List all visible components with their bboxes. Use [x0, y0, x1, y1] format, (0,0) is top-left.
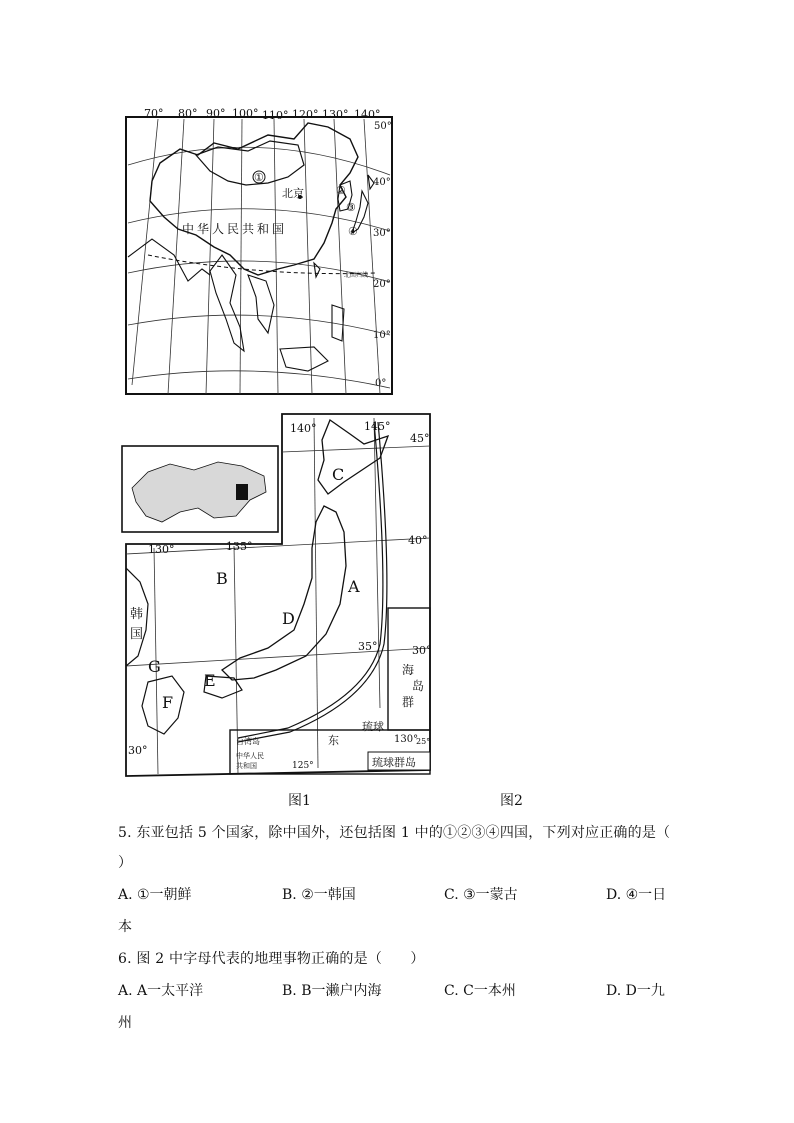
fig2-inset-lat-25: 25°	[416, 737, 431, 746]
fig2-lon-140: 140°	[290, 422, 317, 435]
question-6-option-a[interactable]: A. A一太平洋	[118, 983, 204, 999]
question-5-stem-cont: ）	[118, 855, 133, 871]
fig1-lat-label: 10°	[373, 330, 391, 341]
question-6-option-d-overflow: 州	[118, 1015, 132, 1031]
fig2-lon-130: 130°	[148, 543, 175, 556]
fig2-lat-35: 35°	[358, 640, 378, 653]
fig2-ryukyu-label: 琉球	[362, 720, 384, 733]
fig2-lon-145: 145°	[364, 420, 391, 433]
question-5-option-d-overflow: 本	[118, 919, 132, 935]
fig1-lon-label: 130°	[322, 108, 349, 121]
fig2-inset-east-label: 东	[328, 734, 339, 747]
fig1-lat-label: 50°	[374, 121, 392, 132]
fig2-inset-prc-label-2: 共和国	[236, 762, 257, 770]
fig2-ryukyu-islands-label: 琉球群岛	[372, 756, 416, 769]
fig1-marker-4-label: ④	[348, 225, 358, 238]
fig1-tropic-label: 北回归线	[344, 272, 369, 279]
fig2-letter-f: F	[162, 693, 174, 712]
fig2-letter-b: B	[216, 569, 228, 588]
fig1-marker-3-label: ③	[346, 201, 356, 214]
fig2-trench-line-2	[238, 422, 387, 742]
fig1-country-label: 中华人民共和国	[182, 222, 288, 236]
fig1-lon-label: 120°	[292, 108, 319, 121]
fig2-letter-e: E	[204, 671, 216, 690]
figure1-caption: 图1	[288, 793, 311, 809]
fig2-inset-prc-label: 中华人民	[236, 752, 264, 760]
fig2-letter-c: C	[332, 465, 345, 484]
fig2-letter-d: D	[282, 609, 295, 628]
fig1-lon-label: 80°	[178, 107, 198, 120]
question-5-option-d[interactable]: D. ④一日	[606, 887, 667, 903]
question-6-stem: 6. 图 2 中字母代表的地理事物正确的是（ ）	[118, 951, 425, 967]
fig1-lat-label: 20°	[373, 279, 391, 290]
fig1-china-outline	[150, 123, 358, 275]
fig1-india-outline	[128, 239, 210, 281]
figure2-caption: 图2	[500, 793, 523, 809]
figure1-map	[118, 105, 403, 400]
fig1-marker-2-label: ②	[336, 184, 346, 197]
fig2-islands-char: 群	[402, 695, 415, 709]
fig1-marker-1-label: ①	[254, 171, 264, 184]
fig2-islands-char: 岛	[412, 679, 425, 693]
fig2-trench-line	[238, 422, 383, 738]
fig1-lon-label: 110°	[262, 109, 289, 122]
fig1-islands	[280, 263, 344, 371]
fig1-capital-label: 北京	[282, 187, 304, 200]
fig1-lon-label: 90°	[206, 107, 226, 120]
fig1-seasia-outline	[210, 255, 274, 351]
fig1-lat-label: 40°	[373, 177, 391, 188]
fig2-letter-a: A	[348, 577, 360, 596]
fig1-lat-label: 30°	[373, 228, 391, 239]
fig2-lon-135: 135°	[226, 540, 253, 553]
fig2-lat-30-right: 30°	[412, 644, 432, 657]
fig2-islands-char: 海	[402, 663, 415, 677]
question-5-option-a[interactable]: A. ①一朝鲜	[118, 887, 192, 903]
question-6-option-b[interactable]: B. B一濑户内海	[282, 983, 382, 999]
fig2-lat-45: 45°	[410, 432, 430, 445]
figure2-map	[118, 408, 436, 783]
fig1-lat-label: 0°	[375, 378, 387, 389]
fig2-korea-label-2: 国	[130, 627, 144, 642]
fig2-lat-40: 40°	[408, 534, 428, 547]
fig2-inset-lon-125: 125°	[292, 761, 314, 771]
fig2-inset-taiwan-label: 台湾岛	[236, 737, 260, 746]
fig1-lon-label: 70°	[144, 107, 164, 120]
fig2-inset-highlight	[236, 484, 248, 500]
question-6-option-c[interactable]: C. C一本州	[444, 983, 516, 999]
fig2-korea-label-1: 韩	[130, 607, 144, 622]
fig2-letter-g: G	[148, 657, 161, 676]
question-5-option-b[interactable]: B. ②一韩国	[282, 887, 356, 903]
question-5-stem: 5. 东亚包括 5 个国家，除中国外，还包括图 1 中的①②③④四国，下列对应正确的是（	[118, 825, 671, 841]
fig1-lon-label: 140°	[354, 108, 381, 121]
fig2-inset-lon-130: 130°	[394, 734, 419, 745]
question-6-option-d[interactable]: D. D一九	[606, 983, 665, 999]
fig1-lon-label: 100°	[232, 107, 259, 120]
fig2-lat-30-left: 30°	[128, 744, 148, 757]
fig1-graticule	[128, 119, 390, 394]
question-5-option-c[interactable]: C. ③一蒙古	[444, 887, 518, 903]
